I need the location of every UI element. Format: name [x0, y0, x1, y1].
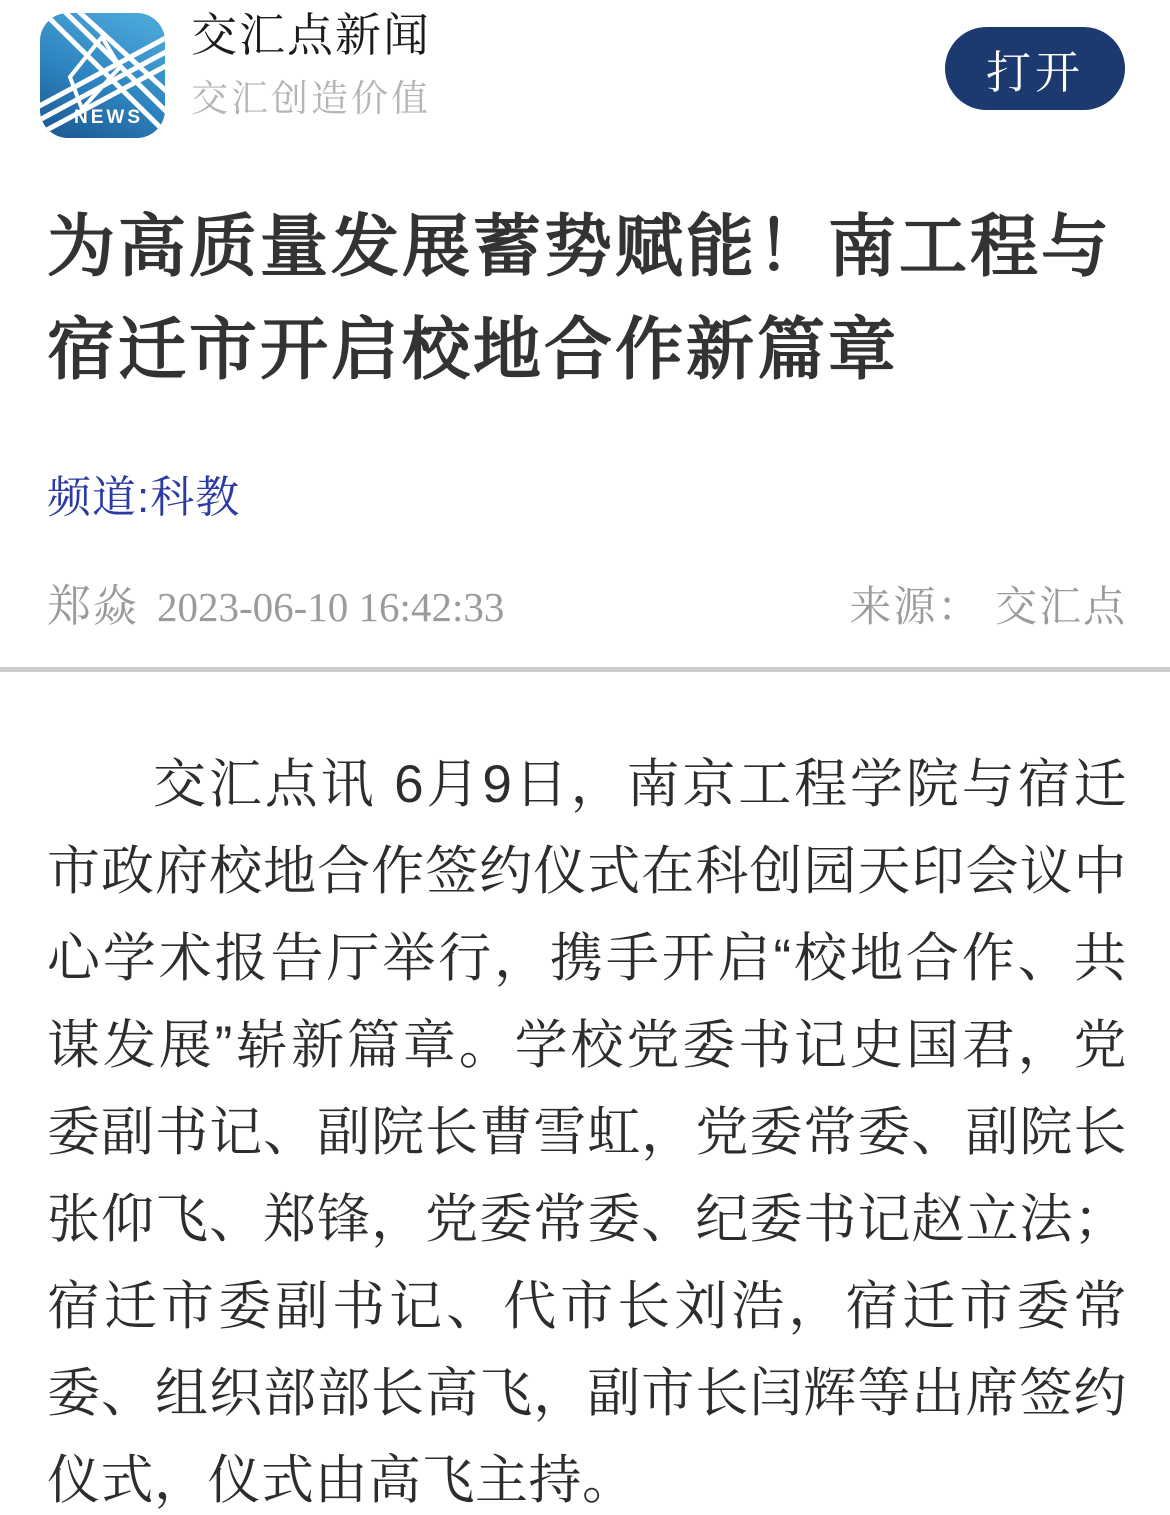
app-tagline: 交汇创造价值	[191, 78, 431, 119]
channel-link[interactable]: 频道:科教	[47, 473, 241, 522]
author-name: 郑焱	[47, 582, 139, 631]
app-logo-icon[interactable]	[40, 13, 165, 138]
source-label: 来源： 交汇点	[849, 583, 1127, 630]
section-divider	[0, 667, 1170, 672]
author-block	[47, 570, 504, 634]
article-meta	[47, 570, 1127, 634]
open-app-button[interactable]: 打开	[945, 27, 1125, 110]
publish-timestamp: 2023-06-10 16:42:33	[157, 584, 505, 630]
article-body-paragraph: 交汇点讯 6月9日，南京工程学院与宿迁市政府校地合作签约仪式在科创园天印会议中心学术报告厅举行，携手开启“校地合作、共谋发展”崭新篇章。学校党委书记史国君，党委副书记、副院长曹雪虹，党委常委、副院长张仰飞、郑锋，党委常委、纪委书记赵立法；宿迁市委副书记、代市长刘浩，宿迁市委常委、组织部部长高飞，副市长闫辉等出席签约仪式，仪式由高飞主持。	[47, 755, 1127, 1510]
article-title: 为高质量发展蓄势赋能！南工程与宿迁市开启校地合作新篇章	[47, 209, 1113, 388]
app-name: 交汇点新闻	[191, 9, 431, 61]
icon-news-text: NEWS	[74, 107, 143, 128]
